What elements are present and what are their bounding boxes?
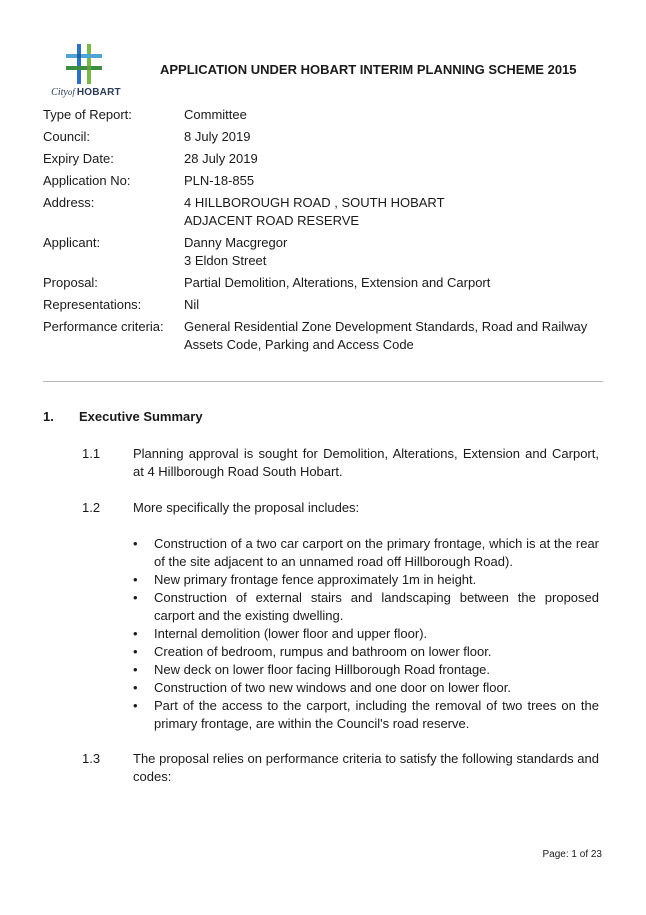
logo-city-word: City	[51, 87, 68, 98]
detail-label: Expiry Date:	[43, 151, 114, 166]
list-item	[133, 625, 599, 643]
detail-value: Partial Demolition, Alterations, Extension and Carport	[184, 275, 491, 290]
detail-row-representations	[43, 296, 603, 314]
list-item-text: Construction of external stairs and landscaping between the proposed carport and the existing dwelling.	[154, 590, 599, 623]
list-item	[133, 697, 599, 733]
detail-row-application-no	[43, 172, 603, 190]
detail-label: Performance criteria:	[43, 319, 164, 334]
detail-label: Representations:	[43, 297, 142, 312]
list-item-text: New deck on lower floor facing Hillborough Road frontage.	[154, 662, 491, 677]
detail-value: 28 July 2019	[184, 151, 258, 166]
list-item-text: Internal demolition (lower floor and upper floor).	[154, 626, 428, 641]
bullet-icon: •	[133, 644, 138, 659]
report-details	[43, 106, 603, 358]
bullet-icon: •	[133, 536, 138, 551]
bullet-icon: •	[133, 626, 138, 641]
proposal-bullet-list	[133, 535, 599, 733]
logo-wordmark	[46, 87, 126, 98]
list-item-text: Construction of a two car carport on the primary frontage, which is at the rear of the site adjacent to an unnamed road off Hillborough Road).	[154, 536, 599, 569]
detail-value: 3 Eldon Street	[184, 253, 267, 268]
detail-row-expiry	[43, 150, 603, 168]
detail-value: 8 July 2019	[184, 129, 251, 144]
detail-value: 4 HILLBOROUGH ROAD , SOUTH HOBART	[184, 195, 445, 210]
detail-label: Type of Report:	[43, 107, 132, 122]
logo-hobart-word: HOBART	[76, 87, 121, 98]
detail-row-applicant	[43, 234, 603, 270]
page-number: Page: 1 of 23	[542, 849, 602, 860]
list-item	[133, 679, 599, 697]
list-item-text: New primary frontage fence approximately 1m in height.	[154, 572, 477, 587]
bullet-icon: •	[133, 572, 138, 587]
city-of-hobart-logo	[46, 44, 126, 100]
section-number: 1.	[43, 409, 54, 424]
detail-label: Applicant:	[43, 235, 101, 250]
detail-value: Assets Code, Parking and Access Code	[184, 337, 414, 352]
detail-label: Council:	[43, 129, 90, 144]
list-item-text: Part of the access to the carport, including the removal of two trees on the primary frontage, are within the Council's road reserve.	[154, 698, 599, 731]
bullet-icon: •	[133, 662, 138, 677]
detail-row-council	[43, 128, 603, 146]
bullet-icon: •	[133, 680, 138, 695]
list-item	[133, 661, 599, 679]
hobart-mark-icon	[63, 44, 105, 84]
list-item	[133, 589, 599, 625]
paragraph-text: The proposal relies on performance criteria to satisfy the following standards and codes:	[133, 751, 599, 784]
paragraph-number: 1.1	[82, 446, 101, 461]
list-item	[133, 643, 599, 661]
detail-value: Committee	[184, 107, 247, 122]
detail-row-type	[43, 106, 603, 124]
detail-value: Danny Macgregor	[184, 235, 288, 250]
detail-value: ADJACENT ROAD RESERVE	[184, 213, 360, 228]
detail-value: Nil	[184, 297, 200, 312]
document-title: APPLICATION UNDER HOBART INTERIM PLANNING SCHEME 2015	[160, 62, 577, 77]
detail-value: General Residential Zone Development Standards, Road and Railway	[184, 319, 588, 334]
bullet-icon: •	[133, 590, 138, 605]
list-item-text: Construction of two new windows and one door on lower floor.	[154, 680, 511, 695]
section-title: Executive Summary	[79, 409, 203, 424]
detail-label: Proposal:	[43, 275, 98, 290]
paragraph-text: More specifically the proposal includes:	[133, 500, 360, 515]
detail-value: PLN-18-855	[184, 173, 255, 188]
paragraph-number: 1.3	[82, 751, 101, 766]
detail-label: Application No:	[43, 173, 131, 188]
detail-row-address	[43, 194, 603, 230]
logo-of-word: of	[67, 87, 75, 97]
section-divider	[43, 381, 603, 382]
paragraph-number: 1.2	[82, 500, 101, 515]
paragraph-1-3	[82, 750, 599, 786]
list-item	[133, 535, 599, 571]
detail-label: Address:	[43, 195, 95, 210]
section-heading	[43, 409, 203, 424]
list-item-text: Creation of bedroom, rumpus and bathroom on lower floor.	[154, 644, 492, 659]
detail-row-performance-criteria	[43, 318, 603, 354]
detail-row-proposal	[43, 274, 603, 292]
paragraph-1-1	[82, 445, 599, 481]
bullet-icon: •	[133, 698, 138, 713]
paragraph-text: Planning approval is sought for Demolition, Alterations, Extension and Carport, at 4 Hillborough Road South Hobart.	[133, 446, 599, 479]
list-item	[133, 571, 599, 589]
paragraph-1-2	[82, 499, 599, 517]
